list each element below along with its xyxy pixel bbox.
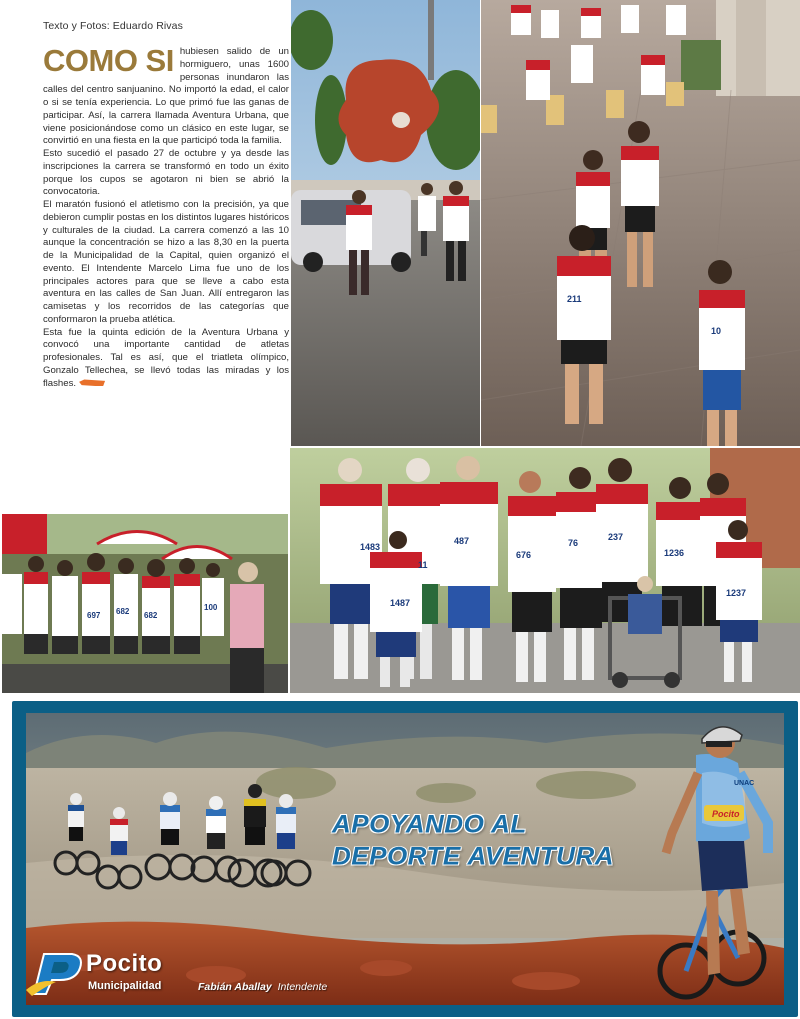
headline-line-2: DEPORTE AVENTURA (332, 841, 614, 871)
paragraph-1-text: hubiesen salido de un hormiguero, unas 1600 personas inundaron las calles del centro sanjuanino. No importó la edad, el calor o si se tenía experiencia. Lo que primó fue las ganas de participar. Así, la carrera llamada Aventura Urbana, que viene posicionándose como un clásico en este lugar, se convirtió en una fiesta en la que participó toda la familia. (43, 46, 289, 147)
pocito-logo (26, 950, 186, 1000)
group-bib-11: 11 (418, 560, 428, 570)
jersey-unac-text: UNAC (734, 780, 755, 787)
paragraph-3: El maratón fusionó el atletismo con la precisión, ya que debieron cumplir postas en los distintos lugares históricos y culturales de la ciudad. La carrera comenzó a las 10 aunque la concentración se hizo a las 8,30 en la puerta de la Municipalidad de la Capital, quien organizó el evento. El Intendente Marcelo Lima fue uno de los principales actores para que se lleve a cabo esta aventura en las calles de San Juan. Allí entregaron las camisetas y los recorridos de las categorías que conformaron la prueba atlética. (43, 199, 289, 325)
mayor-name: Fabián Aballay (198, 981, 272, 993)
jersey-pocito-text: Pocito (712, 809, 740, 819)
pocito-logo-icon (26, 952, 84, 996)
group-bib-1236: 1236 (664, 548, 685, 558)
start-bib-682: 682 (144, 611, 158, 620)
group-bib-676: 676 (516, 550, 532, 560)
headline-line-1: APOYANDO AL (332, 809, 527, 839)
paragraph-1 (43, 43, 289, 148)
logo-subtitle: Municipalidad (88, 980, 162, 992)
byline: Texto y Fotos: Eduardo Rivas (43, 20, 183, 32)
paragraph-2: Esto sucedió el pasado 27 de octubre y ya desde las inscripciones la carrera se transformó en todo un éxito porque los cupos se agotaron ni bien se abrió la convocatoria. (43, 148, 289, 198)
photo-runners-plaza (481, 0, 800, 446)
banner-headline (332, 808, 652, 873)
article-column (43, 20, 289, 390)
logo-name: Pocito (86, 950, 163, 977)
runner-bib-10: 10 (711, 326, 722, 336)
start-bib-100: 100 (204, 603, 218, 612)
runner-bib-211: 211 (567, 294, 582, 304)
paragraph-4-text: Esta fue la quinta edición de la Aventura Urbana y convocó una importante cantidad de atletas profesionales. Tal es así, que el triatleta olímpico, Gonzalo Tellechea, se llevó todas las miradas y los flashes. (43, 326, 289, 389)
drop-cap: COMO SI (43, 43, 174, 78)
group-bib-1483: 1483 (360, 542, 381, 552)
photo-start-line (2, 514, 288, 693)
photo-street-sculpture (291, 0, 480, 446)
start-bib-682b: 682 (116, 607, 130, 616)
photo-family-group (290, 448, 800, 693)
group-bib-237: 237 (608, 532, 624, 542)
mayor-credit (198, 981, 327, 993)
group-bib-487: 487 (454, 536, 470, 546)
group-bib-76: 76 (568, 538, 579, 548)
group-bib-1237: 1237 (726, 588, 747, 598)
group-bib-1487: 1487 (390, 598, 411, 608)
paragraph-4 (43, 327, 289, 391)
article-body (43, 43, 289, 390)
start-bib-697: 697 (87, 611, 101, 620)
end-mark-icon (79, 379, 105, 386)
mayor-role: Intendente (277, 981, 328, 993)
